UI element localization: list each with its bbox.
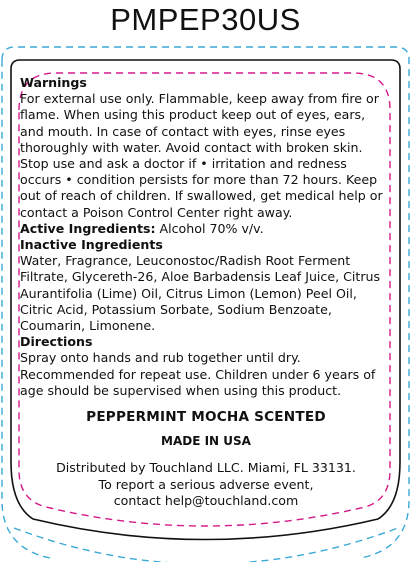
warnings-heading: Warnings	[20, 75, 87, 90]
scent-name: PEPPERMINT MOCHA SCENTED	[86, 409, 326, 426]
directions-heading: Directions	[20, 334, 93, 350]
active-ingredients-label: Active Ingredients:	[20, 220, 156, 236]
distributor-info	[20, 460, 392, 510]
inactive-ingredients-text: Water, Fragrance, Leuconostoc/Radish Root Ferment Filtrate, Glycereth-26, Aloe Barbadensis Leaf Juice, Citrus Aurantifolia (Lime) Oil, Citrus Limon (Lemon) Peel Oil, Citric Acid, Potassium Sorbate, Sodium Benzoate, Coumarin, Limonene.	[20, 253, 381, 334]
warnings-text: For external use only. Flammable, keep away from fire or flame. When using this product keep out of eyes, ears, and mouth. In case of contact with eyes, rinse eyes thoroughly with water. Avoid contact with broken skin. Stop use and ask a doctor if • irritation and redness occurs • condition persists for more than 72 hours. Keep out of reach of children. If swallowed, get medical help or contact a Poison Control Center right away.	[20, 91, 383, 220]
product-code-title: PMPEP30US	[110, 2, 301, 37]
made-in: MADE IN USA	[161, 434, 251, 449]
label-content	[20, 75, 392, 510]
active-ingredients	[20, 221, 392, 237]
inactive-ingredients-heading: Inactive Ingredients	[20, 237, 163, 253]
distributor-line-2: To report a serious adverse event,	[98, 476, 314, 492]
distributor-line-1: Distributed by Touchland LLC. Miami, FL 33131.	[56, 460, 356, 476]
distributor-line-3: contact help@touchland.com	[113, 493, 299, 509]
outer-bottom-arc	[14, 528, 398, 562]
directions-text: Spray onto hands and rub together until dry. Recommended for repeat use. Children under 6 years of age should be supervised when using this product.	[20, 350, 376, 398]
active-ingredients-value: Alcohol 70% v/v.	[159, 220, 264, 236]
